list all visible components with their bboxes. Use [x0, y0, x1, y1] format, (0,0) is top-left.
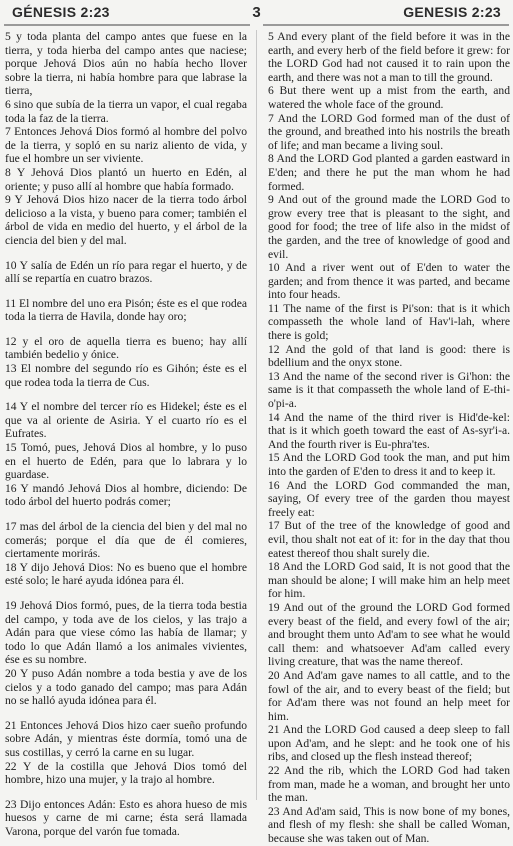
spanish-verse: 12 y el oro de aquella tierra es bueno; hay allí también bedelio y ónice. [5, 334, 247, 362]
english-verse: 23 And Ad'am said, This is now bone of my bones, and flesh of my flesh: she shall be called Woman, because she was taken out of Man. [268, 804, 510, 846]
english-verse: 11 The name of the first is Pi'son: that is it which compasseth the whole land of Hav'i-lah, where there is gold; [268, 301, 510, 343]
english-verse: 8 And the LORD God planted a garden eastward in E'den; and there he put the man whom he had formed. [268, 152, 510, 193]
english-verse: 22 And the rib, which the LORD God had taken from man, made he a woman, and brought her unto the man. [268, 764, 510, 805]
english-verse: 10 And a river went out of E'den to water the garden; and from thence it was parted, and became into four heads. [268, 261, 510, 302]
english-verse: 9 And out of the ground made the LORD God to grow every tree that is pleasant to the sight, and good for food; the tree of life also in the midst of the garden, and the tree of knowledge of good and evil. [268, 193, 510, 261]
english-verse: 12 And the gold of that land is good: there is bdellium and the onyx stone. [268, 342, 510, 370]
english-verse: 17 But of the tree of the knowledge of good and evil, thou shalt not eat of it: for in the day that thou eatest thereof thou shalt surely die. [268, 519, 510, 560]
running-head-left: GÉNESIS 2:23 [12, 4, 110, 20]
spanish-verse: 15 Tomó, pues, Jehová Dios al hombre, y lo puso en el huerto de Edén, para que lo labrara y lo guardase. [5, 441, 247, 482]
english-verse: 14 And the name of the third river is Hid'de-kel: that is it which goeth toward the east of As-syr'i-a. And the fourth river is Eu-phra'tes. [268, 410, 510, 451]
english-verse: 15 And the LORD God took the man, and put him into the garden of E'den to dress it and to keep it. [268, 451, 510, 478]
english-column [268, 30, 510, 846]
spanish-verse: 16 Y mandó Jehová Dios al hombre, diciendo: De todo árbol del huerto podrás comer; [5, 481, 247, 509]
spanish-verse: 19 Jehová Dios formó, pues, de la tierra toda bestia del campo, y toda ave de los cielos, y las trajo a Adán para que viese cómo las había de llamar; y todo lo que Adán llamó a los animales vivientes, ése es su nombre. [5, 598, 247, 667]
spanish-verse: 10 Y salía de Edén un río para regar el huerto, y de allí se repartía en cuatro brazos. [5, 258, 247, 286]
page-number: 3 [252, 3, 261, 21]
page-header [0, 0, 513, 24]
spanish-verse: 8 Y Jehová Dios plantó un huerto en Edén, al oriente; y puso allí al hombre que había formado. [5, 165, 247, 193]
english-verse: 16 And the LORD God commanded the man, saying, Of every tree of the garden thou mayest freely eat: [268, 478, 510, 519]
spanish-verse: 20 Y puso Adán nombre a toda bestia y ave de los cielos y a todo ganado del campo; mas para Adán no se halló ayuda idónea para él. [5, 666, 247, 708]
spanish-verse: 14 Y el nombre del tercer río es Hidekel; éste es el que va al oriente de Asiria. Y el cuarto río es el Eufrates. [5, 400, 247, 441]
spanish-verse: 13 El nombre del segundo río es Gihón; éste es el que rodea toda la tierra de Cus. [5, 362, 247, 389]
spanish-verse: 22 Y de la costilla que Jehová Dios tomó del hombre, hizo una mujer, y la trajo al hombre. [5, 759, 247, 787]
english-verse: 21 And the LORD God caused a deep sleep to fall upon Ad'am, and he slept: and he took one of his ribs, and closed up the flesh instead thereof; [268, 723, 510, 764]
spanish-verse: 7 Entonces Jehová Dios formó al hombre del polvo de la tierra, y sopló en su nariz aliento de vida, y fue el hombre un ser viviente. [5, 125, 247, 166]
english-verse: 13 And the name of the second river is Gi'hon: the same is it that compasseth the whole land of E-thi-o'pi-a. [268, 369, 510, 411]
spanish-verse: 18 Y dijo Jehová Dios: No es bueno que el hombre esté solo; le haré ayuda idónea para él. [5, 560, 247, 588]
header-rule-right [263, 24, 509, 26]
english-verse: 5 And every plant of the field before it was in the earth, and every herb of the field before it grew: for the LORD God had not caused it to rain upon the earth, and there was not a man to till the ground. [268, 30, 510, 84]
english-verse: 19 And out of the ground the LORD God formed every beast of the field, and every fowl of the air; and brought them unto Ad'am to see what he would call them: and whatsoever Ad'am called every living creature, that was the name thereof. [268, 600, 510, 669]
spanish-verse: 6 sino que subía de la tierra un vapor, el cual regaba toda la faz de la tierra. [5, 97, 247, 125]
spanish-verse: 21 Entonces Jehová Dios hizo caer sueño profundo sobre Adán, y mientras éste dormía, tomó una de sus costillas, y cerró la carne en su lugar. [5, 718, 247, 759]
spanish-column [5, 30, 247, 838]
spanish-verse: 23 Dijo entonces Adán: Esto es ahora hueso de mis huesos y carne de mi carne; ésta será llamada Varona, porque del varón fue tomada. [5, 797, 247, 838]
header-rule-left [4, 24, 250, 26]
spanish-verse: 11 El nombre del uno era Pisón; éste es el que rodea toda la tierra de Havila, donde hay oro; [5, 296, 248, 324]
spanish-verse: 5 y toda planta del campo antes que fuese en la tierra, y toda hierba del campo antes que naciese; porque Jehová Dios aún no había hecho llover sobre la tierra, ni había hombre para que labrase la tierra, [5, 30, 247, 98]
english-verse: 20 And Ad'am gave names to all cattle, and to the fowl of the air, and to every beast of the field; but for Ad'am there was not found an help meet for him. [268, 668, 510, 723]
running-head-right: GENESIS 2:23 [403, 4, 501, 20]
spanish-verse: 17 mas del árbol de la ciencia del bien y del mal no comerás; porque el día que de él comieres, ciertamente morirás. [5, 520, 247, 561]
english-verse: 7 And the LORD God formed man of the dust of the ground, and breathed into his nostrils the breath of life; and man became a living soul. [268, 111, 510, 152]
column-divider [256, 30, 257, 800]
spanish-verse: 9 Y Jehová Dios hizo nacer de la tierra todo árbol delicioso a la vista, y bueno para comer; también el árbol de vida en medio del huerto, y el árbol de la ciencia del bien y del mal. [5, 193, 247, 247]
english-verse: 18 And the LORD God said, It is not good that the man should be alone; I will make him an help meet for him. [268, 560, 510, 601]
english-verse: 6 But there went up a mist from the earth, and watered the whole face of the ground. [268, 84, 510, 111]
